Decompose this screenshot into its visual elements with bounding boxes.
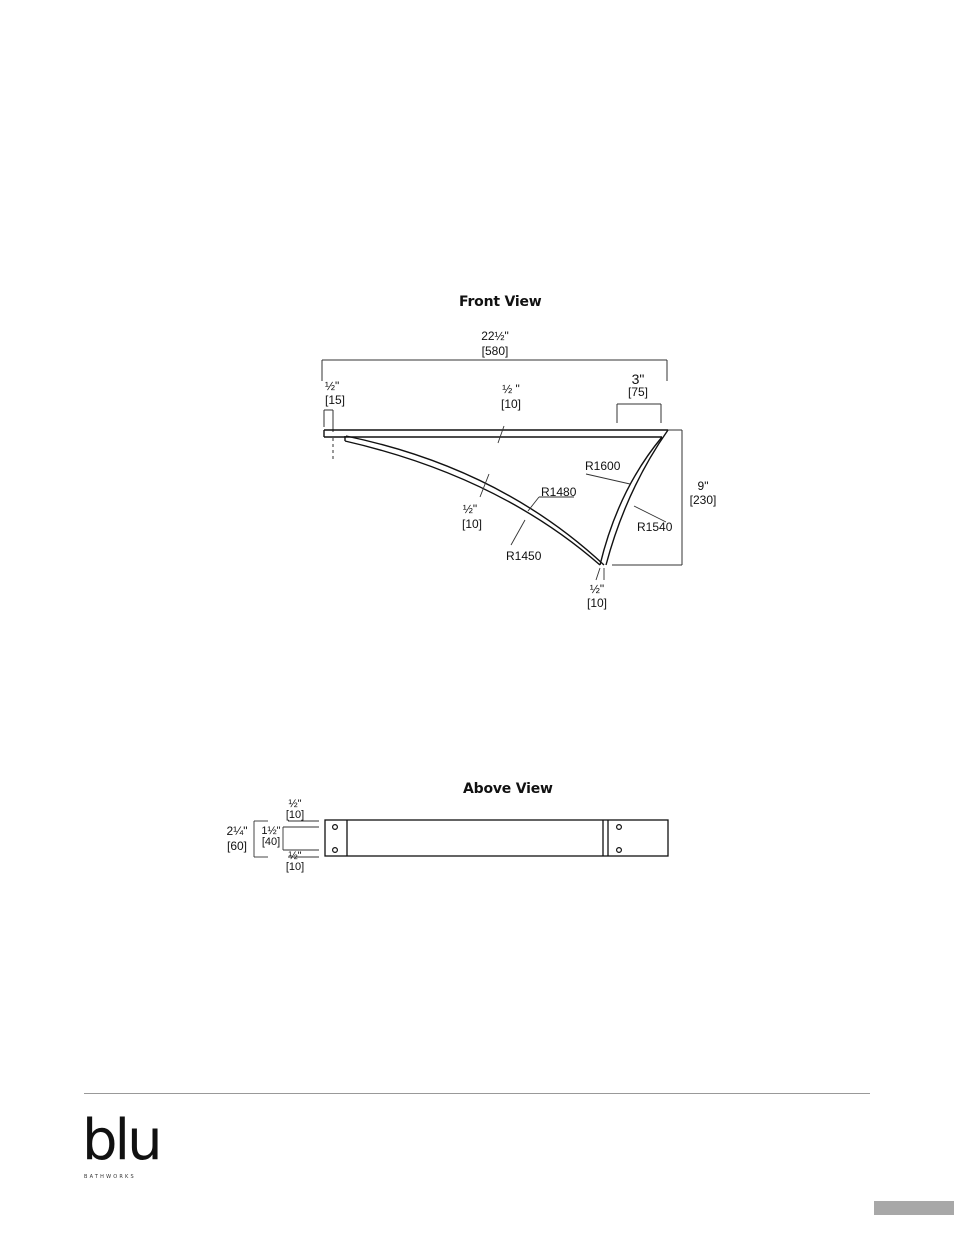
front-view-title: Front View bbox=[459, 294, 542, 310]
curve-thickness-imperial: ½" bbox=[462, 502, 478, 516]
above-view-title: Above View bbox=[463, 781, 553, 797]
radius-inner-lower-label: R1450 bbox=[506, 549, 542, 563]
top-bar-thickness-metric: [10] bbox=[500, 397, 521, 411]
overall-depth-imperial: 2¼" bbox=[226, 824, 248, 838]
footer-divider bbox=[84, 1093, 870, 1094]
bottom-edge-imperial: ½" bbox=[288, 850, 302, 862]
top-bar-thickness-imperial: ½ " bbox=[502, 382, 520, 396]
radius-outer-lower-label: R1540 bbox=[637, 520, 673, 534]
tip-thickness-imperial: ½" bbox=[589, 582, 605, 596]
right-end-metric: [75] bbox=[627, 385, 648, 399]
brand-subtitle: BATHWORKS bbox=[84, 1174, 136, 1180]
radius-outer-upper-label: R1600 bbox=[585, 459, 621, 473]
overall-width-metric: [580] bbox=[481, 344, 509, 358]
overall-depth-metric: [60] bbox=[226, 839, 247, 853]
inner-depth-imperial: 1½" bbox=[261, 825, 281, 837]
radius-inner-upper-label: R1480 bbox=[541, 485, 577, 499]
tip-thickness-metric: [10] bbox=[586, 596, 607, 610]
inner-depth-metric: [40] bbox=[261, 836, 281, 848]
curve-thickness-metric: [10] bbox=[461, 517, 482, 531]
overall-width-imperial: 22½" bbox=[481, 329, 509, 343]
top-edge-imperial: ½" bbox=[288, 798, 302, 810]
brand-wordmark: blu bbox=[82, 1108, 160, 1173]
brand-logo bbox=[82, 1108, 162, 1182]
left-end-metric: [15] bbox=[325, 393, 346, 407]
top-edge-metric: [10] bbox=[285, 809, 305, 821]
left-end-imperial: ½" bbox=[325, 379, 340, 393]
height-metric: [230] bbox=[689, 493, 717, 507]
height-imperial: 9" bbox=[697, 479, 709, 493]
bottom-edge-metric: [10] bbox=[285, 861, 305, 873]
page-tab-marker bbox=[874, 1201, 954, 1215]
right-end-imperial: 3" bbox=[631, 371, 645, 387]
mounting-holes bbox=[333, 825, 622, 853]
